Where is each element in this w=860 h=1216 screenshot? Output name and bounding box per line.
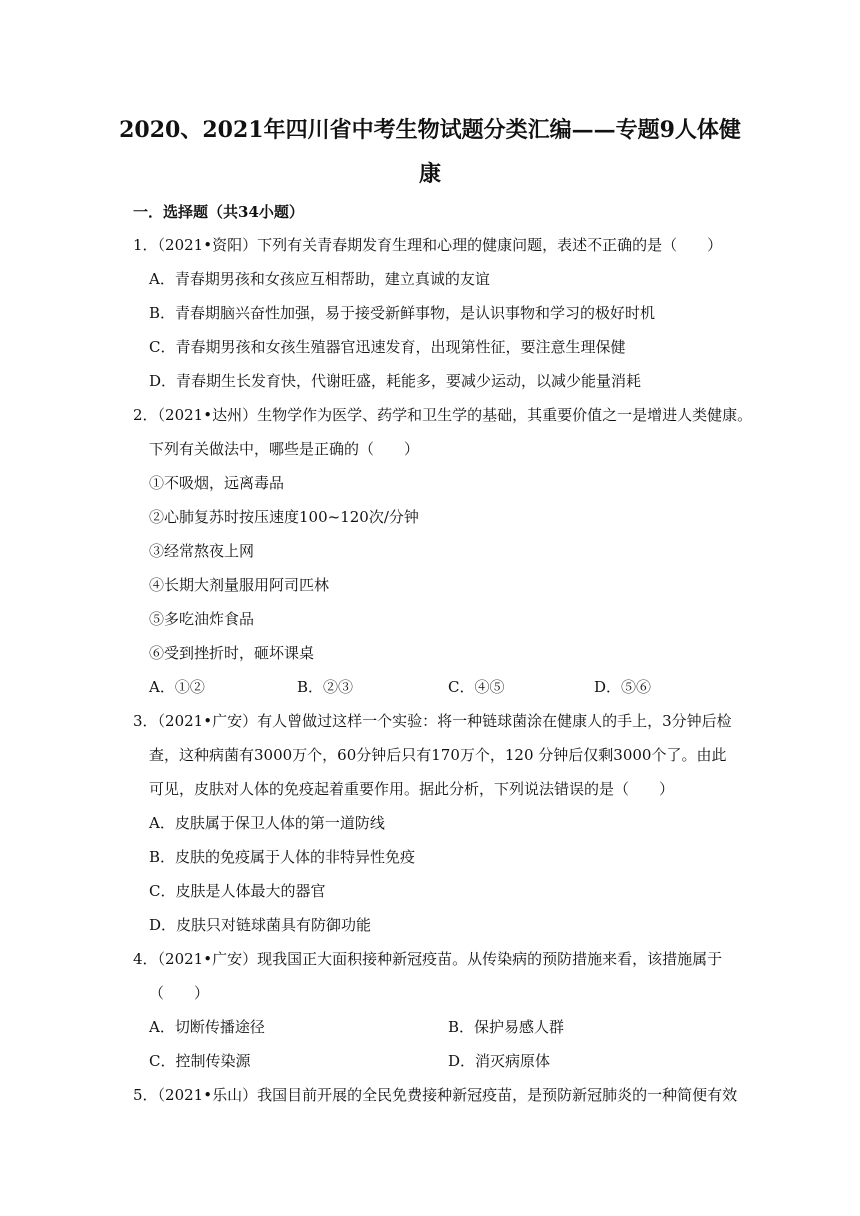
question-2-stem-line-1: 2．（2021•达州）生物学作为医学、药学和卫生学的基础，其重要价值之一是增进人类健康。 (133, 406, 753, 424)
question-1-option-c: C．青春期男孩和女孩生殖器官迅速发育，出现第性征，要注意生理保健 (149, 338, 626, 356)
question-2-item-3: ③经常熬夜上网 (149, 542, 255, 560)
question-5-stem-line-1: 5．（2021•乐山）我国目前开展的全民免费接种新冠疫苗，是预防新冠肺炎的一种简便有效 (133, 1086, 738, 1104)
question-4-stem-line-2: （ ） (149, 984, 210, 1002)
question-4-option-d: D．消灭病原体 (448, 1052, 551, 1070)
question-4-stem-line-1: 4．（2021•广安）现我国正大面积接种新冠疫苗。从传染病的预防措施来看，该措施属于 (133, 950, 723, 968)
question-2-item-4: ④长期大剂量服用阿司匹林 (149, 576, 330, 594)
question-2-option-b: B．②③ (297, 678, 354, 696)
document-title-line-2: 康 (418, 161, 441, 187)
question-2-item-1: ①不吸烟，远离毒品 (149, 474, 285, 492)
question-3-option-b: B．皮肤的免疫属于人体的非特异性免疫 (149, 848, 416, 866)
question-2-item-6: ⑥受到挫折时，砸坏课桌 (149, 644, 315, 662)
question-4-option-a: A．切断传播途径 (149, 1018, 265, 1036)
question-3-option-a: A．皮肤属于保卫人体的第一道防线 (149, 814, 385, 832)
question-2-item-5: ⑤多吃油炸食品 (149, 610, 255, 628)
question-3-stem-line-2: 查，这种病菌有3000万个，60分钟后只有170万个，120 分钟后仅剩3000个了。由此 (149, 746, 727, 764)
question-3-stem-line-1: 3．（2021•广安）有人曾做过这样一个实验：将一种链球菌涂在健康人的手上，3分钟后检 (133, 712, 732, 730)
section-heading: 一．选择题（共34小题） (133, 203, 304, 221)
question-2-stem-line-2: 下列有关做法中，哪些是正确的（ ） (149, 440, 420, 458)
question-4-option-b: B．保护易感人群 (448, 1018, 565, 1036)
question-4-option-c: C．控制传染源 (149, 1052, 251, 1070)
question-3-option-d: D．皮肤只对链球菌具有防御功能 (149, 916, 372, 934)
question-1-option-d: D．青春期生长发育快，代谢旺盛，耗能多，要减少运动，以减少能量消耗 (149, 372, 642, 390)
question-1-option-a: A．青春期男孩和女孩应互相帮助，建立真诚的友谊 (149, 270, 490, 288)
question-1-option-b: B．青春期脑兴奋性加强，易于接受新鲜事物，是认识事物和学习的极好时机 (149, 304, 656, 322)
document-title-line-1: 2020、2021年四川省中考生物试题分类汇编——专题9人体健 (119, 117, 741, 143)
question-2-option-d: D．⑤⑥ (594, 678, 652, 696)
question-2-option-a: A．①② (149, 678, 205, 696)
question-3-stem-line-3: 可见，皮肤对人体的免疫起着重要作用。据此分析，下列说法错误的是（ ） (149, 780, 675, 798)
question-2-option-c: C．④⑤ (448, 678, 505, 696)
question-1-stem: 1．（2021•资阳）下列有关青春期发育生理和心理的健康问题，表述不正确的是（ ） (133, 236, 723, 254)
question-3-option-c: C．皮肤是人体最大的器官 (149, 882, 326, 900)
question-2-item-2: ②心肺复苏时按压速度100~120次/分钟 (149, 508, 419, 526)
